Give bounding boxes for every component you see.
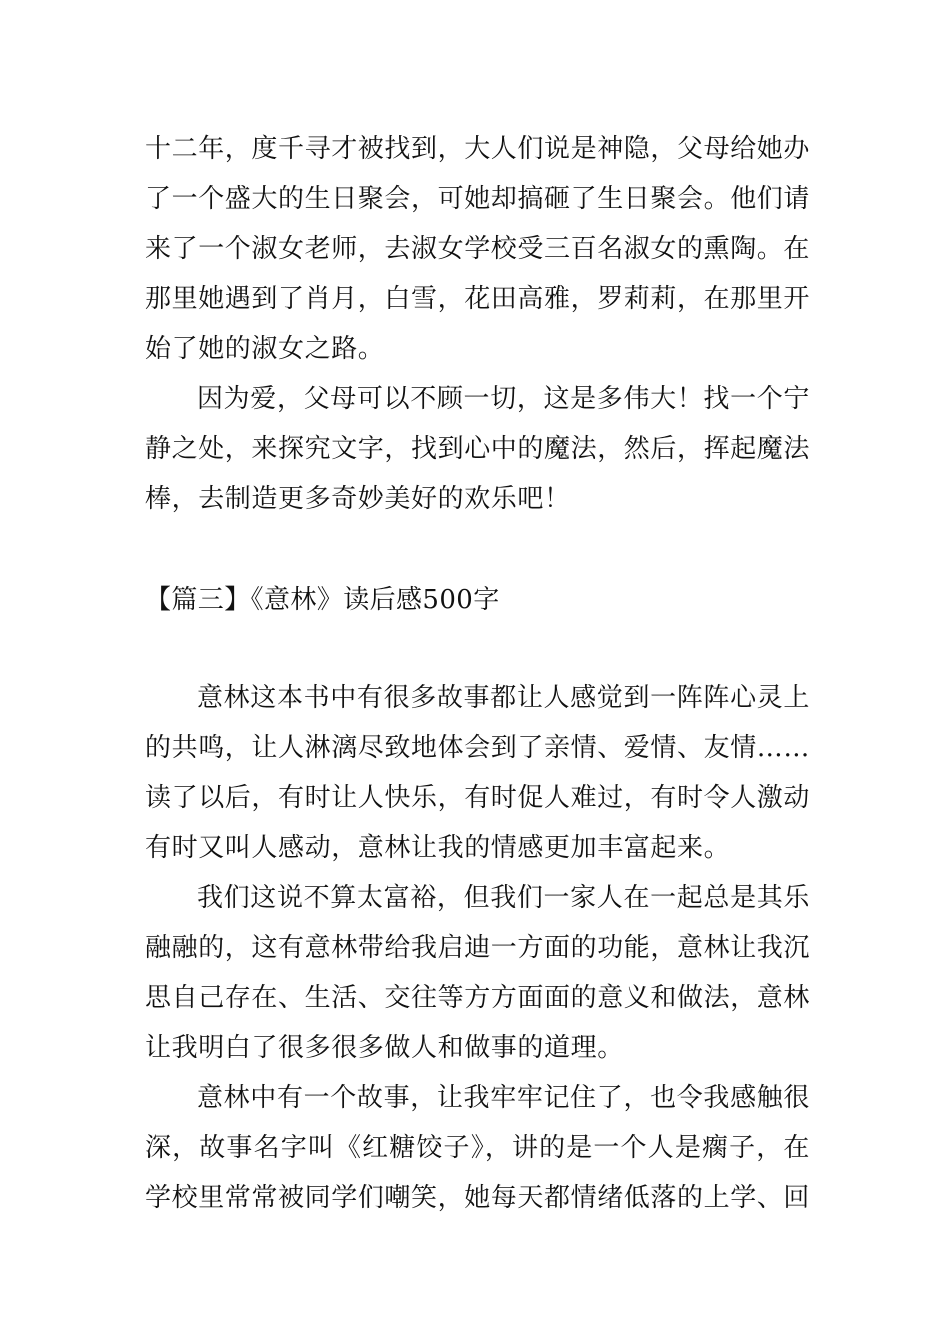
paragraph: 十二年，度千寻才被找到，大人们说是神隐，父母给她办了一个盛大的生日聚会，可她却搞砸了生日聚会。他们请来了一个淑女老师，去淑女学校受三百名淑女的熏陶。在那里她遇到了肖月，白雪，花田高雅，罗莉莉，在那里开始了她的淑女之路。 [145,134,811,364]
paragraph: 意林中有一个故事，让我牢牢记住了，也令我感触很深，故事名字叫《红糖饺子》，讲的是一个人是瘸子，在学校里常常被同学们嘲笑，她每天都情绪低落的上学、回 [145,1083,811,1213]
paragraph: 因为爱，父母可以不顾一切，这是多伟大！找一个宁静之处，来探究文字，找到心中的魔法，然后，挥起魔法棒，去制造更多奇妙美好的欢乐吧！ [145,384,811,514]
top-text-block [145,124,810,524]
section-heading: 【篇三】《意林》读后感500字 [145,585,500,615]
paragraph: 意林这本书中有很多故事都让人感觉到一阵阵心灵上的共鸣，让人淋漓尽致地体会到了亲情、爱情、友情……读了以后，有时让人快乐，有时促人难过，有时令人激动有时又叫人感动，意林让我的情感更加丰富起来。 [145,683,811,863]
paragraph: 我们这说不算太富裕，但我们一家人在一起总是其乐融融的，这有意林带给我启迪一方面的功能，意林让我沉思自己存在、生活、交往等方方面面的意义和做法，意林让我明白了很多很多做人和做事的道理。 [145,883,811,1063]
bottom-text-block [145,673,810,1223]
